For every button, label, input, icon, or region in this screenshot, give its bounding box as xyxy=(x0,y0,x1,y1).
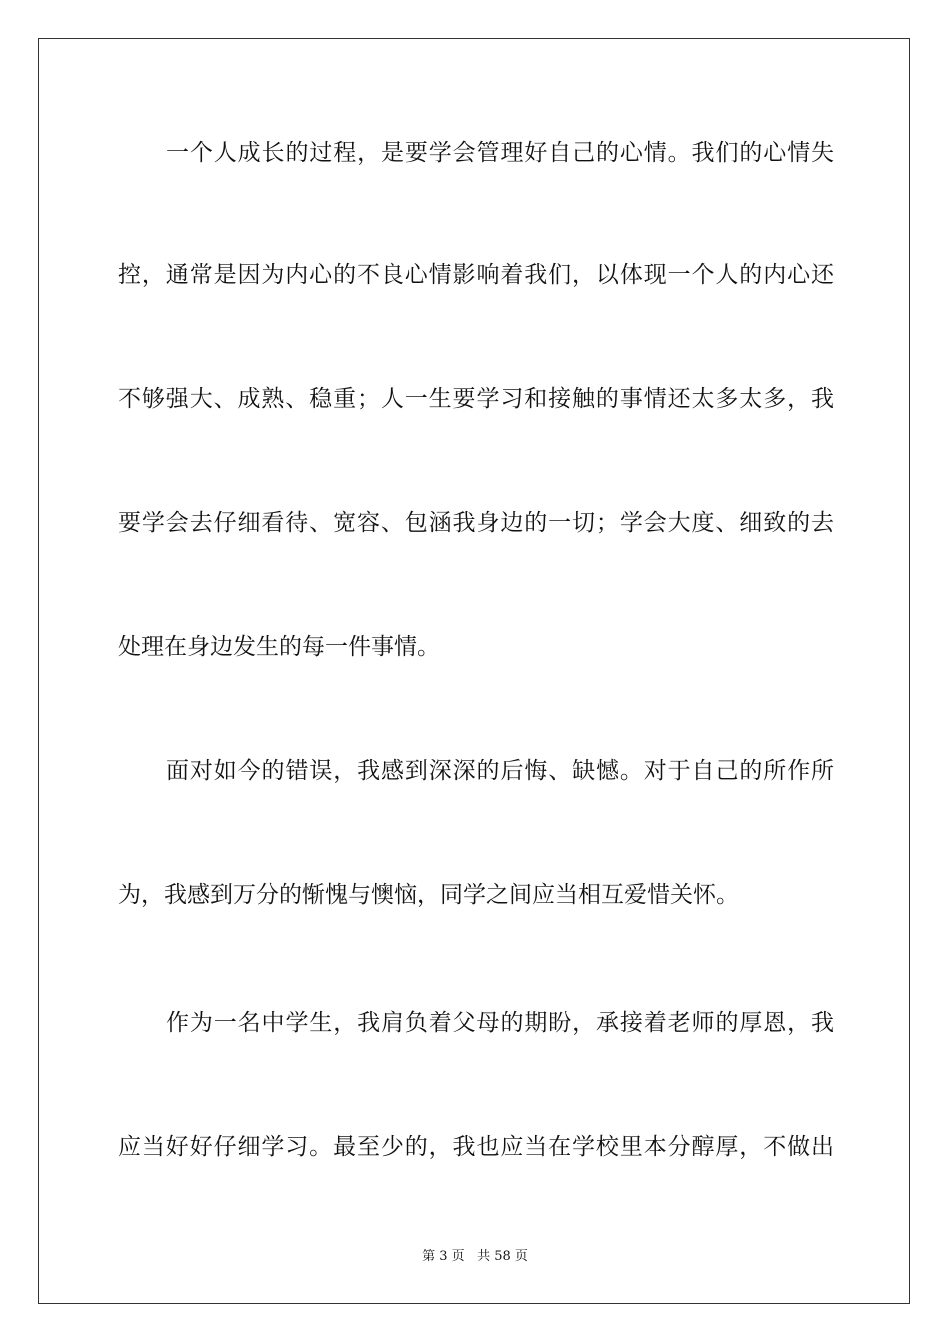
paragraph-1-line-1: 一个人成长的过程，是要学会管理好自己的心情。我们的心情失 xyxy=(166,140,834,166)
paragraph-3-line-2: 应当好好仔细学习。最至少的，我也应当在学校里本分醇厚，不做出 xyxy=(118,1134,834,1160)
paragraph-1-line-4: 要学会去仔细看待、宽容、包涵我身边的一切；学会大度、细致的去 xyxy=(118,510,834,536)
page-number: 第 3 页 xyxy=(422,1249,465,1264)
paragraph-3-line-1: 作为一名中学生，我肩负着父母的期盼，承接着老师的厚恩，我 xyxy=(166,1010,834,1036)
paragraph-1-line-5: 处理在身边发生的每一件事情。 xyxy=(118,634,440,660)
page-footer xyxy=(0,1248,950,1266)
total-pages: 共 58 页 xyxy=(477,1249,528,1264)
paragraph-1-line-3: 不够强大、成熟、稳重；人一生要学习和接触的事情还太多太多，我 xyxy=(118,386,834,412)
paragraph-2-line-1: 面对如今的错误，我感到深深的后悔、缺憾。对于自己的所作所 xyxy=(166,758,834,784)
paragraph-2-line-2: 为，我感到万分的惭愧与懊恼，同学之间应当相互爱惜关怀。 xyxy=(118,882,739,908)
paragraph-1-line-2: 控，通常是因为内心的不良心情影响着我们，以体现一个人的内心还 xyxy=(118,262,834,288)
page-border xyxy=(38,38,910,1304)
